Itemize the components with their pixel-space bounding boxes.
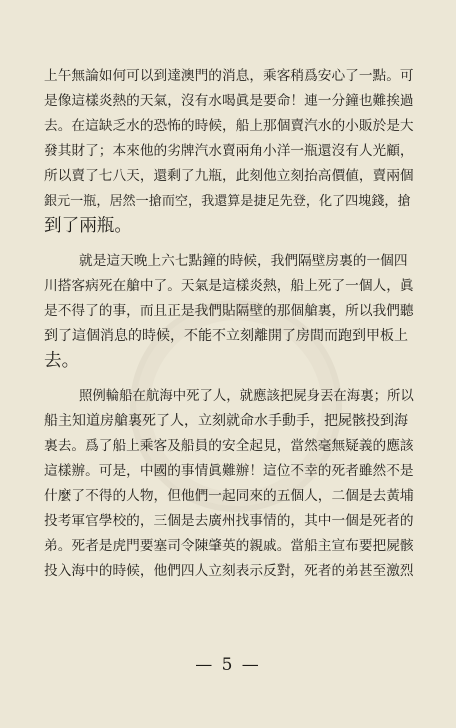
text-line: 投入海中的時候，他們四人立刻表示反對，死者的弟甚至激烈 <box>44 563 414 579</box>
text-line: 弟。死者是虎門要塞司令陳肇英的親戚。當船主宣布要把屍骸 <box>44 538 414 554</box>
text-line: 什麼了不得的人物，但他們一起同來的五個人，二個是去黃埔 <box>44 488 414 504</box>
text-line: 是不得了的事，而且正是我們貼隔壁的那個艙裏，所以我們聽 <box>44 303 414 319</box>
paragraph-2 <box>44 249 414 374</box>
text-line: 船主知道房艙裏死了人，立刻就命水手動手，把屍骸投到海 <box>44 413 408 429</box>
text-line: 所以賣了七八天，還剩了九瓶，此刻他立刻抬高價値，賣兩個 <box>44 168 414 184</box>
text-line: 上午無論如何可以到達澳門的消息，乘客稍爲安心了一點。可 <box>44 68 414 84</box>
body-text <box>44 64 414 584</box>
text-line: 銀元一瓶，居然一搶而空，我還算是捷足先登，化了四塊錢，搶 <box>44 194 411 209</box>
text-line: 這樣辦。可是，中國的事情眞難辦！這位不幸的死者雖然不是 <box>44 463 414 479</box>
text-line: 川搭客病死在艙中了。天氣是這樣炎熱，船上死了一個人，眞 <box>44 278 414 294</box>
paragraph-gap <box>44 374 414 384</box>
page-number: — 5 — <box>195 655 261 675</box>
text-line: 發其財了；本來他的劣牌汽水賣兩角小洋一瓶還沒有人光顧， <box>44 143 414 159</box>
paragraph-1 <box>44 64 414 239</box>
text-line: 去。 <box>44 351 80 371</box>
text-line: 到了兩瓶。 <box>44 216 132 236</box>
paragraph-3 <box>44 384 414 584</box>
text-line: 裏去。爲了船上乘客及船員的安全起見，當然毫無疑義的應該 <box>44 438 414 454</box>
text-line: 到了這個消息的時候，不能不立刻離開了房間而跑到甲板上 <box>44 328 408 344</box>
text-line: 是像這樣炎熱的天氣，沒有水喝眞是要命！連一分鐘也難挨過 <box>44 93 414 109</box>
text-line: 去。在這缺乏水的恐怖的時候，船上那個賣汽水的小販於是大 <box>44 118 414 134</box>
text-line: 投考軍官學校的，三個是去廣州找事情的，其中一個是死者的 <box>44 513 414 529</box>
text-line: 照例輪船在航海中死了人，就應該把屍身丟在海裏；所以 <box>79 389 414 404</box>
text-line: 就是這天晚上六七點鐘的時候，我們隔壁房裏的一個四 <box>79 253 408 269</box>
paragraph-gap <box>44 239 414 249</box>
